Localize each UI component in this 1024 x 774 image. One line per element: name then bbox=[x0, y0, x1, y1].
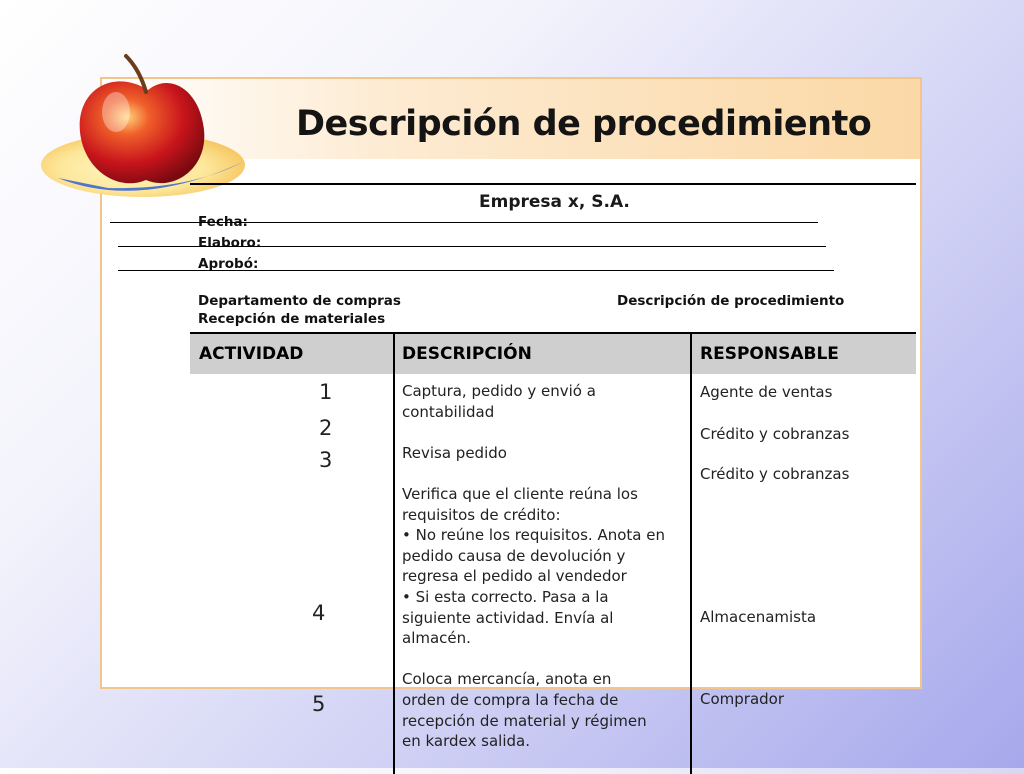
header-rule bbox=[190, 183, 916, 185]
company-name: Empresa x, S.A. bbox=[479, 192, 630, 212]
responsable-cell: Agente de ventas bbox=[700, 383, 833, 401]
department-label: Departamento de compras bbox=[198, 293, 401, 309]
activity-number: 1 bbox=[319, 380, 333, 404]
activity-number: 5 bbox=[312, 692, 326, 716]
description-line: en kardex salida. bbox=[402, 732, 530, 751]
responsable-cell: Almacenamista bbox=[700, 608, 817, 626]
column-divider-2 bbox=[690, 334, 692, 774]
aprobo-label: Aprobó: bbox=[198, 256, 259, 272]
description-line: • No reúne los requisitos. Anota en bbox=[402, 526, 665, 545]
description-line: requisitos de crédito: bbox=[402, 505, 561, 524]
activity-number: 2 bbox=[319, 416, 333, 440]
description-line bbox=[402, 649, 688, 670]
description-line: Revisa pedido bbox=[402, 443, 507, 462]
procedure-table bbox=[190, 332, 916, 772]
table-header-row bbox=[190, 334, 916, 374]
apple-logo bbox=[38, 50, 263, 200]
description-line: contabilidad bbox=[402, 402, 495, 421]
description-line: • Si esta correcto. Pasa a la bbox=[402, 587, 609, 606]
doc-type-label: Descripción de procedimiento bbox=[617, 293, 845, 309]
description-line: Coloca mercancía, anota en bbox=[402, 670, 612, 689]
column-header-descripcion: DESCRIPCIÓN bbox=[402, 344, 532, 364]
responsable-cell: Crédito y cobranzas bbox=[700, 465, 850, 483]
elaboro-label: Elaboro: bbox=[198, 235, 262, 251]
responsable-cell: Comprador bbox=[700, 690, 785, 708]
description-line: Verifica que el cliente reúna los bbox=[402, 484, 638, 503]
column-header-actividad: ACTIVIDAD bbox=[199, 344, 304, 364]
description-line bbox=[402, 463, 688, 484]
column-header-responsable: RESPONSABLE bbox=[700, 344, 839, 364]
fecha-label: Fecha: bbox=[198, 214, 248, 230]
slide-title: Descripción de procedimiento bbox=[296, 104, 872, 144]
responsable-cell: Crédito y cobranzas bbox=[700, 425, 850, 443]
description-line: almacén. bbox=[402, 629, 471, 648]
description-line bbox=[402, 422, 688, 443]
elaboro-line bbox=[118, 246, 826, 247]
column-divider-1 bbox=[393, 334, 395, 774]
activity-number: 4 bbox=[312, 601, 326, 625]
description-line: orden de compra la fecha de bbox=[402, 690, 619, 709]
description-column bbox=[402, 381, 688, 752]
process-label: Recepción de materiales bbox=[198, 311, 386, 327]
description-line: recepción de material y régimen bbox=[402, 711, 647, 730]
description-line: regresa el pedido al vendedor bbox=[402, 567, 627, 586]
description-line: siguiente actividad. Envía al bbox=[402, 608, 614, 627]
fecha-line bbox=[110, 222, 818, 223]
activity-number: 3 bbox=[319, 448, 333, 472]
description-line: pedido causa de devolución y bbox=[402, 546, 626, 565]
description-line: Captura, pedido y envió a bbox=[402, 382, 596, 400]
aprobo-line bbox=[118, 270, 834, 271]
